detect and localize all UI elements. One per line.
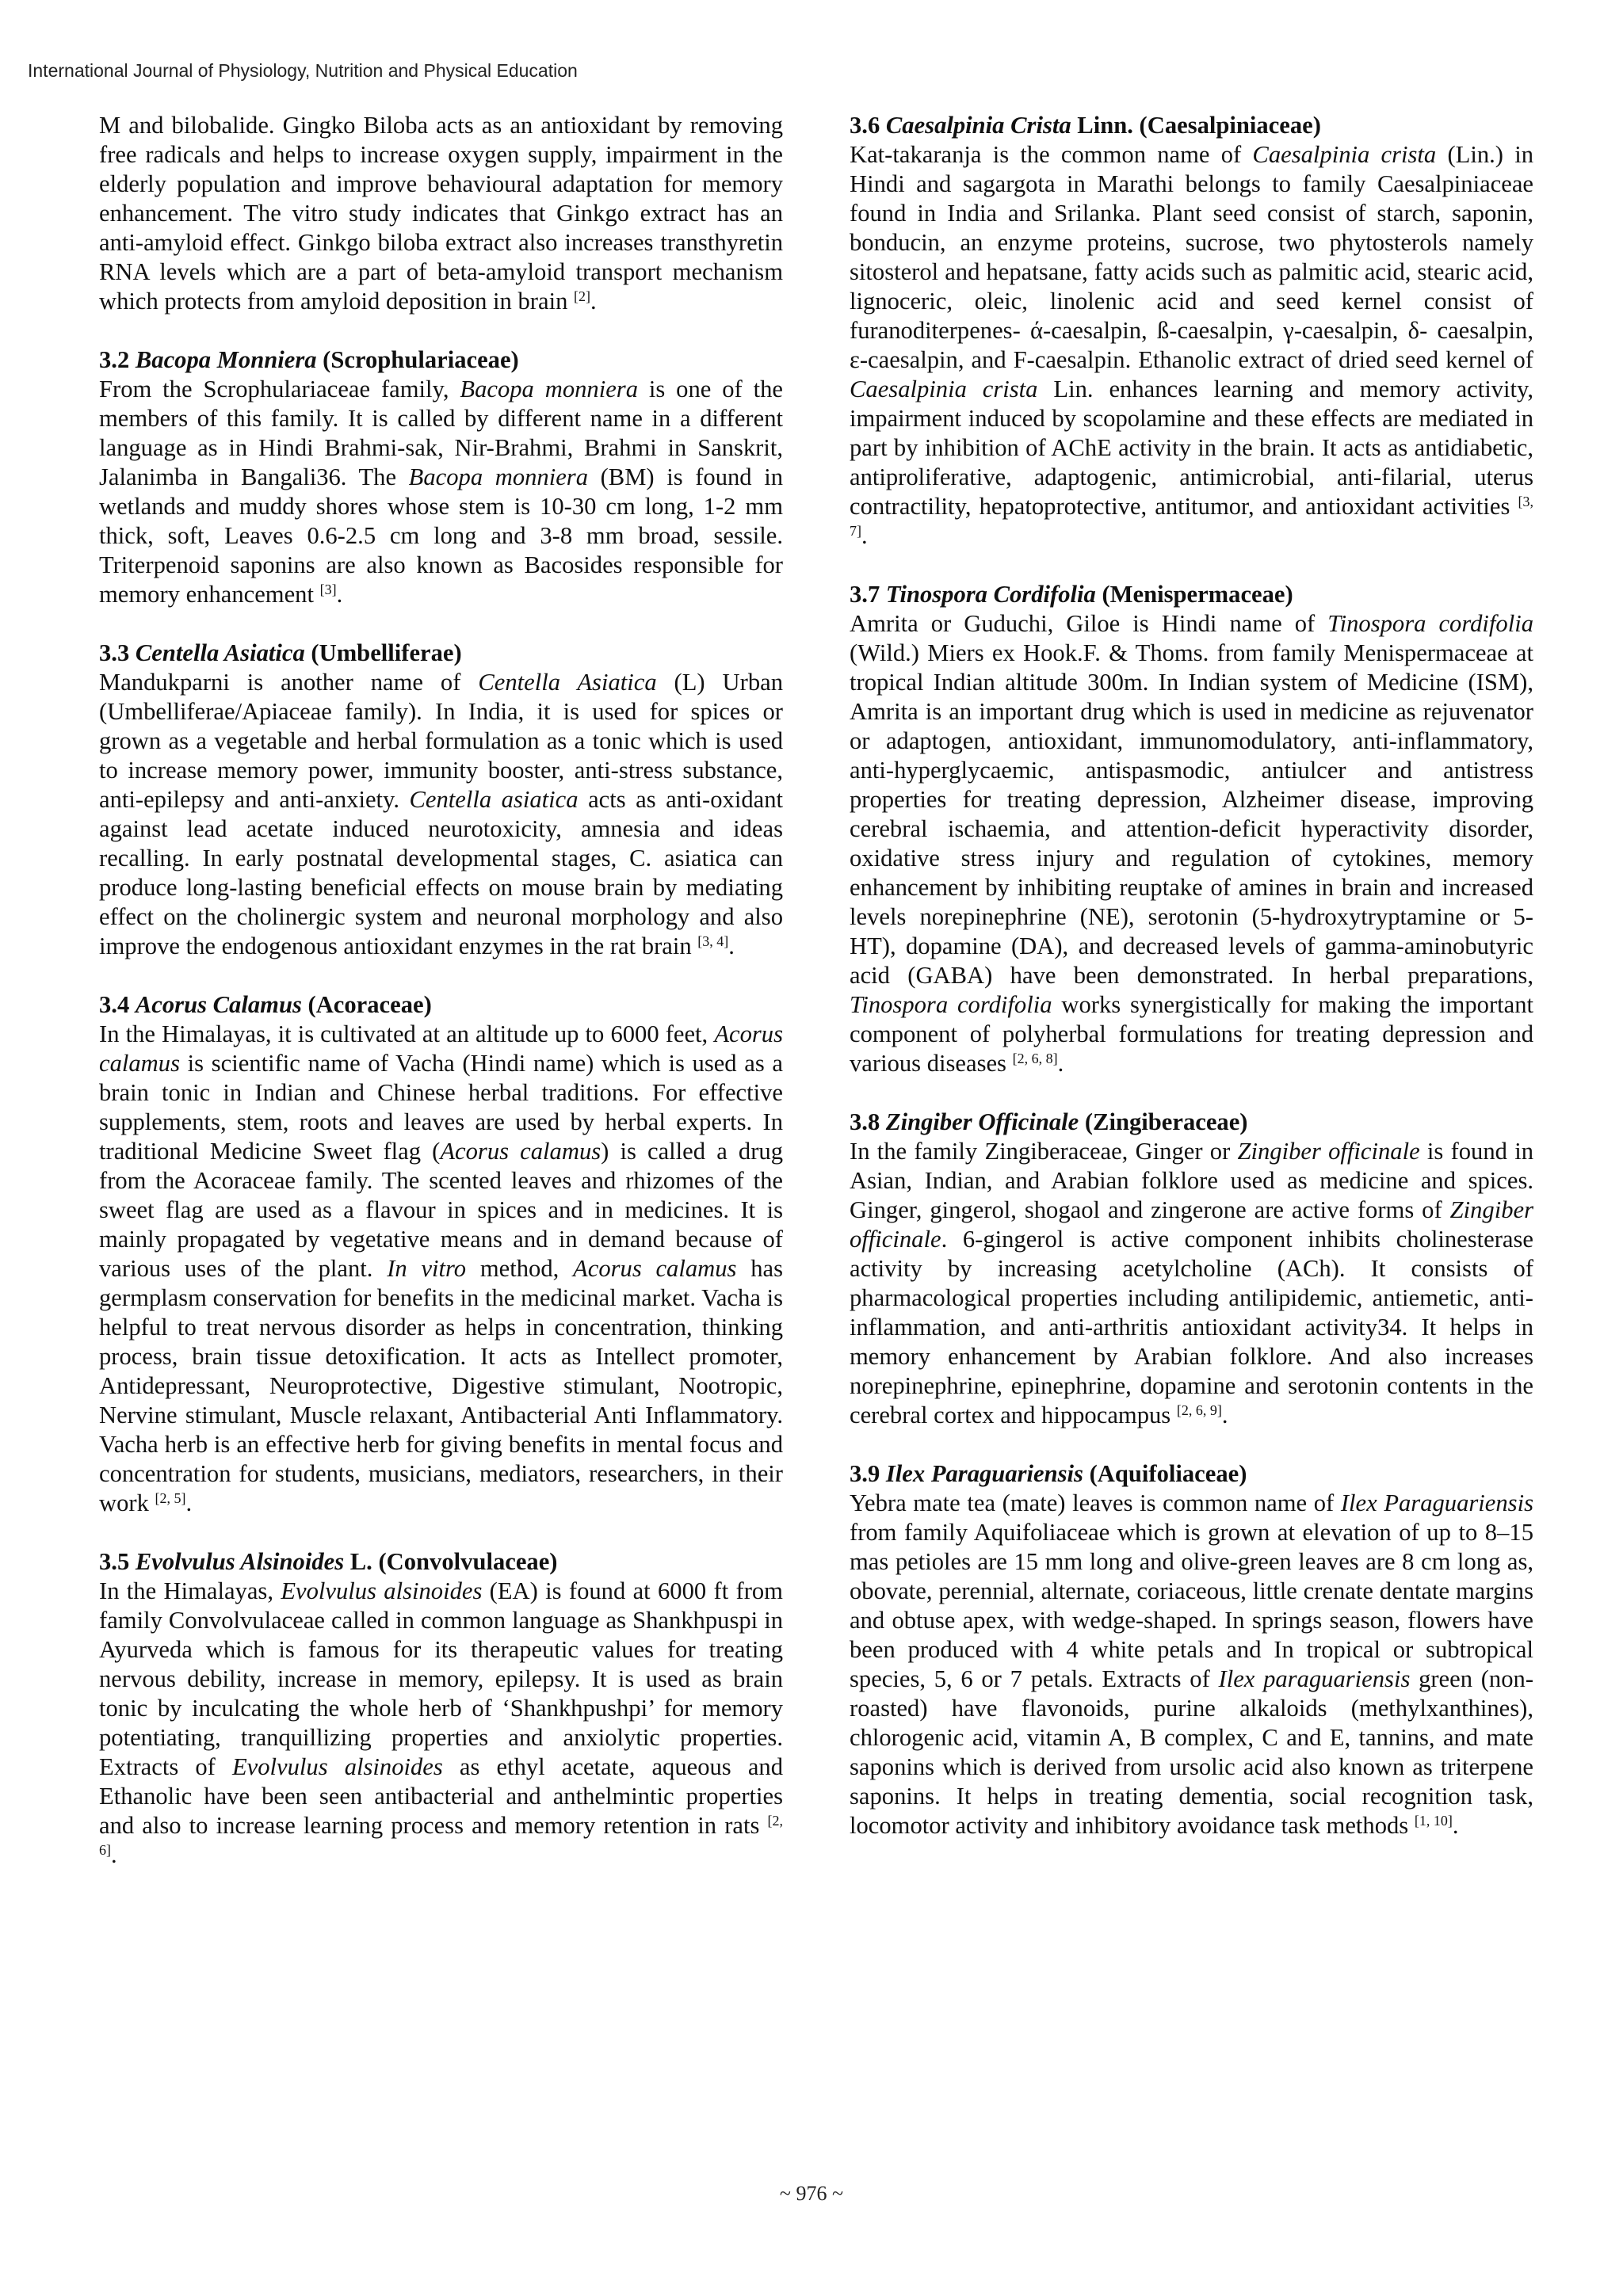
italic-term: Centella Asiatica — [478, 669, 657, 696]
text-run: In the family Zingiberaceae, Ginger or — [850, 1138, 1238, 1165]
text-run: L. (Convolvulaceae) — [344, 1548, 558, 1575]
section-heading-3-5 — [99, 1547, 783, 1577]
citation-ref: [2, 6] — [99, 1813, 783, 1858]
italic-term: Caesalpinia Crista — [885, 112, 1071, 139]
text-run: is found in Asian, Indian, and Arabian folklore used as medicine and spices. Ginger, gingerol, shogaol and zingerone are active forms of — [850, 1138, 1533, 1223]
text-run: . — [1057, 1050, 1064, 1077]
text-run: From the Scrophulariaceae family, — [99, 376, 460, 402]
citation-ref: [3, 7] — [850, 494, 1533, 539]
italic-term: Bacopa monniera — [408, 463, 588, 490]
paragraph-caesalpinia-crista — [850, 140, 1533, 551]
text-run: . — [185, 1489, 193, 1516]
text-run: In the Himalayas, it is cultivated at an altitude up to 6000 feet, — [99, 1020, 715, 1047]
text-run: works synergistically for making the important component of polyherbal formulations for treating depression and various diseases — [850, 991, 1534, 1077]
citation-ref: [3, 4] — [697, 933, 729, 949]
text-run: 3.8 — [850, 1108, 886, 1135]
italic-term: Acorus calamus — [573, 1255, 737, 1282]
text-run: ) is called a drug from the Acoraceae family. The scented leaves and rhizomes of the sweet flag are used as a flavour in spices and in medicines. It is mainly propagated by vegetative means and in demand because of various uses of the plant. — [99, 1138, 784, 1282]
text-run: (Menispermaceae) — [1095, 581, 1293, 608]
text-run: . — [111, 1841, 117, 1868]
text-run: 3.9 — [850, 1460, 886, 1487]
text-run: Linn. (Caesalpiniaceae) — [1071, 112, 1321, 139]
running-header: International Journal of Physiology, Nutrition and Physical Education — [28, 60, 578, 81]
italic-term: Tinospora cordifolia — [1327, 610, 1533, 637]
section-heading-3-6 — [850, 111, 1533, 140]
text-run: 3.5 — [99, 1548, 136, 1575]
paragraph-ginkgo-continuation — [99, 111, 783, 316]
citation-ref: [2, 6, 9] — [1176, 1402, 1222, 1418]
text-run: from family Aquifoliaceae which is grown at elevation of up to 8–15 mas petioles are 15 mm long and olive-green leaves are 8 cm long as, obovate, perennial, alternate, coriaceous, little crenate dentate margins and obtuse apex, with wedge-shaped. In springs season, flowers have been produced with 4 white petals and In tropical or subtropical species, 5, 6 or 7 petals. Extracts of — [850, 1519, 1533, 1692]
text-run: 3.2 — [99, 346, 136, 373]
text-run: method, — [466, 1255, 574, 1282]
text-run: Mandukparni is another name of — [99, 669, 479, 696]
paragraph-bacopa-monniera — [99, 375, 783, 609]
italic-term: Ilex Paraguariensis — [1340, 1489, 1533, 1516]
section-heading-3-7 — [850, 580, 1533, 609]
citation-ref: [2] — [574, 288, 591, 304]
text-run: (Lin.) in Hindi and sagargota in Marathi belongs to family Caesalpiniaceae found in India and Srilanka. Plant seed consist of starch, saponin, bonducin, an enzyme proteins, sucrose, two phytosterols namely sitosterol and hepatsane, fatty acids such as palmitic acid, stearic acid, lignoceric, oleic, linolenic acid and seed kernel consist of furanoditerpenes- ά-caesalpin, ß-caesalpin, γ-caesalpin, δ- caesalpin, ε-caesalpin, and F-caesalpin. Ethanolic extract of dried seed kernel of — [850, 141, 1533, 373]
text-run: . — [861, 522, 868, 549]
text-run: Kat-takaranja is the common name of — [850, 141, 1253, 168]
citation-ref: [2, 6, 8] — [1012, 1051, 1058, 1066]
paragraph-centella-asiatica — [99, 668, 783, 961]
section-heading-3-4 — [99, 990, 783, 1020]
citation-ref: [2, 5] — [155, 1490, 186, 1506]
text-run: (Wild.) Miers ex Hook.F. & Thoms. from family Menispermaceae at tropical Indian altitude 300m. In Indian system of Medicine (ISM), Amrita is an important drug which is used in medicine as rejuvenator or adaptogen, antioxidant, immunomodulatory, anti-inflammatory, anti-hyperglycaemic, antispasmodic, antiulcer and antistress properties for treating depression, Alzheimer disease, improving cerebral ischaemia, and attention-deficit hyperactivity disorder, oxidative stress injury and regulation of cytokines, memory enhancement by inhibiting reuptake of amines in brain and increased levels norepinephrine (NE), serotonin (5-hydroxytryptamine or 5-HT), dopamine (DA), and decreased levels of gamma-aminobutyric acid (GABA) have been demonstrated. In herbal preparations, — [850, 639, 1533, 989]
left-column — [99, 111, 783, 1870]
italic-term: Zingiber officinale — [1237, 1138, 1420, 1165]
paragraph-zingiber-officinale — [850, 1137, 1533, 1430]
text-run: acts as anti-oxidant against lead acetate induced neurotoxicity, amnesia and ideas recalling. In early postnatal developmental stages, C. asiatica can produce long-lasting beneficial effects on mouse brain by mediating effect on the cholinergic system and neuronal morphology and also improve the endogenous antioxidant enzymes in the rat brain — [99, 786, 784, 959]
italic-term: Acorus Calamus — [135, 991, 302, 1018]
text-run: . — [1221, 1402, 1228, 1428]
italic-term: Caesalpinia crista — [1252, 141, 1437, 168]
citation-ref: [3] — [319, 582, 337, 597]
italic-term: Acorus calamus — [440, 1138, 601, 1165]
text-run: . 6-gingerol is active component inhibits cholinesterase activity by increasing acetylcholine (ACh). It consists of pharmacological properties including antilipidemic, antiemetic, anti-inflammation, and anti-arthritis antioxidant activity34. It helps in memory enhancement by Arabian folklore. And also increases norepinephrine, epinephrine, dopamine and serotonin contents in the cerebral cortex and hippocampus — [850, 1226, 1533, 1428]
page-number: ~ 976 ~ — [779, 2182, 844, 2205]
text-run: 3.7 — [850, 581, 886, 608]
text-run: (Umbelliferae) — [304, 639, 462, 666]
text-run: (Zingiberaceae) — [1079, 1108, 1248, 1135]
text-run: . — [336, 581, 343, 608]
text-run: 3.6 — [850, 112, 886, 139]
text-run: is one of the members of this family. It is called by different name in a different language as in Hindi Brahmi-sak, Nir-Brahmi, Brahmi in Sanskrit, Jalanimba in Bangali36. The — [99, 376, 783, 490]
citation-ref: [1, 10] — [1414, 1813, 1453, 1829]
italic-term: Evolvulus alsinoides — [281, 1577, 483, 1604]
italic-term: Evolvulus Alsinoides — [135, 1548, 345, 1575]
italic-term: Zingiber Officinale — [885, 1108, 1079, 1135]
text-run: (Scrophulariaceae) — [316, 346, 519, 373]
text-run: . — [728, 933, 735, 959]
paragraph-evolvulus-alsinoides — [99, 1577, 783, 1870]
paragraph-tinospora-cordifolia — [850, 609, 1533, 1078]
text-run: (L) Urban (Umbelliferae/Apiaceae family). In India, it is used for spices or grown as a vegetable and herbal formulation as a tonic which is used to increase memory power, immunity booster, anti-stress substance, anti-epilepsy and anti-anxiety. — [99, 669, 783, 813]
section-heading-3-9 — [850, 1459, 1533, 1489]
italic-term: In vitro — [387, 1255, 467, 1282]
italic-term: Caesalpinia crista — [850, 376, 1038, 402]
section-heading-3-3 — [99, 639, 783, 668]
section-heading-3-8 — [850, 1108, 1533, 1137]
text-run: has germplasm conservation for benefits in the medicinal market. Vacha is helpful to treat nervous disorder as helps in concentration, thinking process, brain tissue detoxification. It acts as Intellect promoter, Antidepressant, Neuroprotective, Digestive stimulant, Nootropic, Nervine stimulant, Muscle relaxant, Antibacterial Anti Inflammatory. Vacha herb is an effective herb for giving benefits in mental focus and concentration for students, musicians, mediators, researchers, in their work — [99, 1255, 783, 1516]
text-run: . — [1452, 1812, 1459, 1839]
italic-term: Ilex paraguariensis — [1218, 1665, 1411, 1692]
text-run: as ethyl acetate, aqueous and Ethanolic have been seen antibacterial and anthelmintic properties and also to increase learning process and memory retention in rats — [99, 1753, 783, 1839]
text-run: In the Himalayas, — [99, 1577, 281, 1604]
italic-term: Tinospora cordifolia — [850, 991, 1052, 1018]
text-run: 3.4 — [99, 991, 136, 1018]
text-run: is scientific name of Vacha (Hindi name) which is used as a brain tonic in Indian and Chinese herbal traditions. For effective supplements, stem, roots and leaves are used by herbal experts. In traditional Medicine Sweet flag ( — [99, 1050, 783, 1165]
italic-term: Ilex Paraguariensis — [885, 1460, 1083, 1487]
italic-term: Centella Asiatica — [135, 639, 305, 666]
italic-term: Acorus calamus — [99, 1020, 783, 1077]
italic-term: Evolvulus alsinoides — [231, 1753, 443, 1780]
text-run: green (non-roasted) have flavonoids, purine alkaloids (methylxanthines), chlorogenic acid, vitamin A, B complex, C and E, tannins, and mate saponins which is derived from ursolic acid also known as triterpene saponins. It helps in treating dementia, social recognition task, locomotor activity and inhibitory avoidance task methods — [850, 1665, 1534, 1839]
text-run: Amrita or Guduchi, Giloe is Hindi name of — [850, 610, 1328, 637]
text-run: (BM) is found in wetlands and muddy shores whose stem is 10-30 cm long, 1-2 mm thick, soft, Leaves 0.6-2.5 cm long and 3-8 mm broad, sessile. Triterpenoid saponins are also known as Bacosides responsible for memory enhancement — [99, 463, 783, 608]
italic-term: Bacopa Monniera — [135, 346, 317, 373]
text-run: Lin. enhances learning and memory activity, impairment induced by scopolamine and these effects are mediated in part by inhibition of AChE activity in the brain. It acts as antidiabetic, antiproliferative, adaptogenic, antimicrobial, anti-filarial, uterus contractility, hepatoprotective, antitumor, and antioxidant activities — [850, 376, 1533, 520]
paragraph-ilex-paraguariensis — [850, 1489, 1533, 1840]
text-run: . — [590, 288, 597, 315]
italic-term: Zingiber officinale — [850, 1196, 1533, 1253]
text-run: (Acoraceae) — [301, 991, 432, 1018]
right-column — [850, 111, 1533, 1840]
text-run: Yebra mate tea (mate) leaves is common name of — [850, 1489, 1341, 1516]
italic-term: Centella asiatica — [409, 786, 579, 813]
text-run: 3.3 — [99, 639, 136, 666]
italic-term: Bacopa monniera — [460, 376, 638, 402]
italic-term: Tinospora Cordifolia — [885, 581, 1096, 608]
text-run: M and bilobalide. Gingko Biloba acts as an antioxidant by removing free radicals and helps to increase oxygen supply, impairment in the elderly population and improve behavioural adaptation for memory enhancement. The vitro study indicates that Ginkgo extract has an anti-amyloid effect. Ginkgo biloba extract also increases transthyretin RNA levels which are a part of beta-amyloid transport mechanism which protects from amyloid deposition in brain — [99, 112, 783, 315]
section-heading-3-2 — [99, 345, 783, 375]
text-run: (EA) is found at 6000 ft from family Convolvulaceae called in common language as Shankhpuspi in Ayurveda which is famous for its therapeutic values for treating nervous debility, increase in memory, epilepsy. It is used as brain tonic by inculcating the whole herb of ‘Shankhpushpi’ for memory potentiating, tranquillizing properties and anxiolytic properties. Extracts of — [99, 1577, 783, 1780]
paragraph-acorus-calamus — [99, 1020, 783, 1518]
text-run: (Aquifoliaceae) — [1083, 1460, 1247, 1487]
